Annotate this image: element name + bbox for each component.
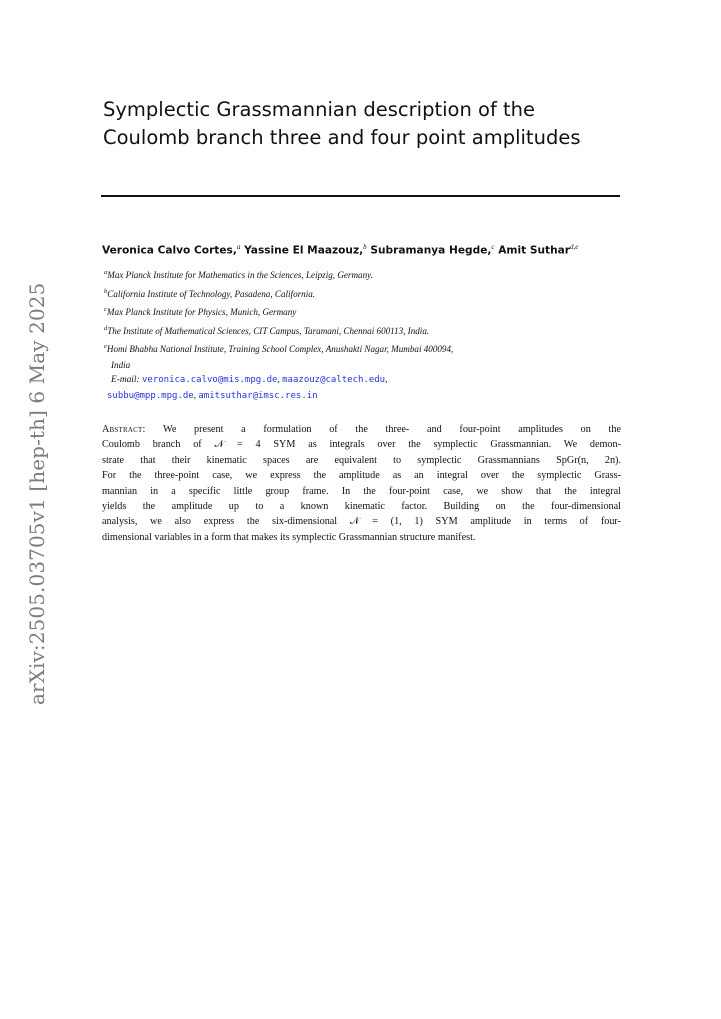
email-line: E-mail: veronica.calvo@mis.mpg.de, maazouz@caltech.edu, <box>111 375 388 386</box>
author-name: Amit Suthar <box>498 244 570 257</box>
affiliation-list <box>104 265 624 404</box>
abstract-text: We present a formulation of the three- and four-point amplitudes on the <box>163 424 621 435</box>
affiliation-mark: a <box>104 269 108 276</box>
affiliation-continuation: India <box>111 359 131 370</box>
author-name: Yassine El Maazouz, <box>244 244 364 257</box>
abstract-line: strate that their kinematic spaces are equivalent to symplectic Grassmannians SpGr(n, 2n). <box>102 454 621 466</box>
affiliation-mark: b <box>104 287 108 295</box>
title-line: Symplectic Grassmannian description of the <box>103 98 536 121</box>
author-list <box>102 243 632 257</box>
affiliation-mark: d <box>104 324 108 332</box>
author-name: Subramanya Hegde, <box>370 244 492 257</box>
abstract-label: Abstract: <box>102 424 146 435</box>
author-name: Veronica Calvo Cortes, <box>102 244 237 257</box>
affiliation-text: The Institute of Mathematical Sciences, CIT Campus, Taramani, Chennai 600113, India. <box>107 325 430 336</box>
affiliation-mark: e <box>104 343 107 351</box>
title-line: Coulomb branch three and four point amplitudes <box>103 126 581 149</box>
email-link[interactable]: subbu@mpp.mpg.de <box>107 390 194 401</box>
affiliation <box>104 284 624 303</box>
abstract-line: analysis, we also express the six-dimensional 𝒩 = (1, 1) SYM amplitude in terms of four- <box>102 516 621 528</box>
affiliation-mark: c <box>104 306 107 314</box>
abstract-line: For the three-point case, we express the amplitude as an integral over the symplectic Grass- <box>102 470 621 482</box>
abstract <box>102 422 621 545</box>
author-affil-mark: c <box>491 243 495 251</box>
email-link[interactable]: amitsuthar@imsc.res.in <box>198 390 318 401</box>
abstract-line <box>102 422 621 437</box>
affiliation <box>104 265 624 284</box>
arxiv-identifier: arXiv:2505.03705v1 [hep-th] 6 May 2025 <box>25 282 49 706</box>
affiliation-text: Homi Bhabha National Institute, Training School Complex, Anushakti Nagar, Mumbai 400094, <box>106 344 454 355</box>
email-link[interactable]: veronica.calvo@mis.mpg.de <box>141 375 278 386</box>
abstract-line: dimensional variables in a form that makes its symplectic Grassmannian structure manifest. <box>102 531 476 543</box>
email-line: subbu@mpp.mpg.de, amitsuthar@imsc.res.in <box>107 390 318 401</box>
author-affil-mark: a <box>236 243 241 251</box>
title-rule <box>101 195 620 197</box>
author-affil-mark: b <box>363 243 367 251</box>
affiliation <box>104 321 624 340</box>
paper-title <box>103 96 623 152</box>
affiliation-text: Max Planck Institute for Physics, Munich, Germany <box>106 307 297 318</box>
author-affil-mark: d,e <box>570 243 579 251</box>
email-label: E-mail: <box>111 375 140 386</box>
affiliation <box>104 339 624 358</box>
affiliation-text: Max Planck Institute for Mathematics in the Sciences, Leipzig, Germany. <box>107 270 373 281</box>
abstract-line: yields the amplitude up to a known kinematic factor. Building on the four-dimensional <box>102 501 621 513</box>
affiliation-text: California Institute of Technology, Pasadena, California. <box>107 288 316 299</box>
abstract-line: Coulomb branch of 𝒩 = 4 SYM as integrals over the symplectic Grassmannian. We demon- <box>102 439 621 451</box>
abstract-line: mannian in a specific little group frame. In the four-point case, we show that the integral <box>102 485 621 497</box>
affiliation <box>104 302 624 321</box>
email-link[interactable]: maazouz@caltech.edu <box>282 375 386 386</box>
